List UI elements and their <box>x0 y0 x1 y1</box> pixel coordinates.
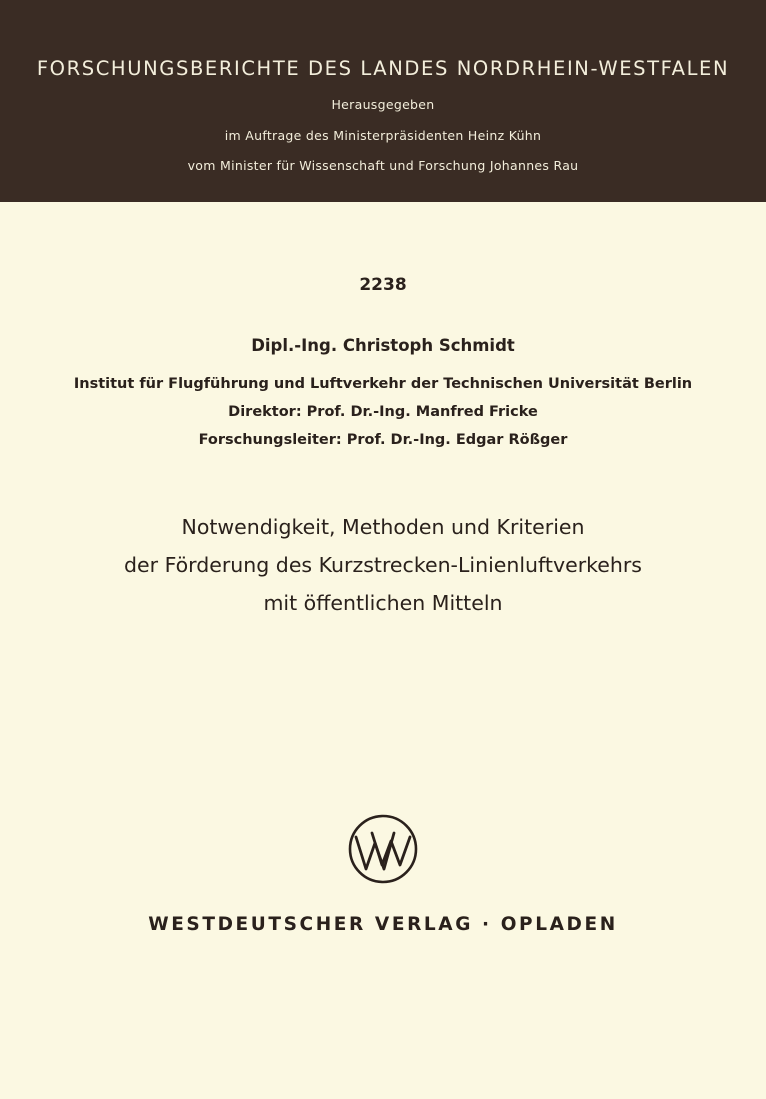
westdeutscher-verlag-ww-logo-icon <box>347 813 419 885</box>
series-title: FORSCHUNGSBERICHTE DES LANDES NORDRHEIN-WESTFALEN <box>36 57 730 80</box>
header-minister-line: vom Minister für Wissenschaft und Forschung Johannes Rau <box>187 158 579 173</box>
title-line-1: Notwendigkeit, Methoden und Kriterien <box>181 515 585 539</box>
header-commission-line: im Auftrage des Ministerpräsidenten Heinz Kühn <box>224 128 542 143</box>
institute-line: Institut für Flugführung und Luftverkehr der Technischen Universität Berlin <box>73 376 693 392</box>
report-number: 2238 <box>359 275 407 295</box>
header-editor-line: Herausgegeben <box>331 97 435 112</box>
header-band <box>0 0 766 202</box>
title-line-3: mit öffentlichen Mitteln <box>263 591 503 615</box>
title-line-2: der Förderung des Kurzstrecken-Linienluftverkehrs <box>124 553 642 577</box>
author-name: Dipl.-Ing. Christoph Schmidt <box>251 336 515 355</box>
director-line: Direktor: Prof. Dr.-Ing. Manfred Fricke <box>228 404 538 420</box>
publisher-name: WESTDEUTSCHER VERLAG · OPLADEN <box>148 914 618 935</box>
research-lead-line: Forschungsleiter: Prof. Dr.-Ing. Edgar Rößger <box>198 432 568 448</box>
